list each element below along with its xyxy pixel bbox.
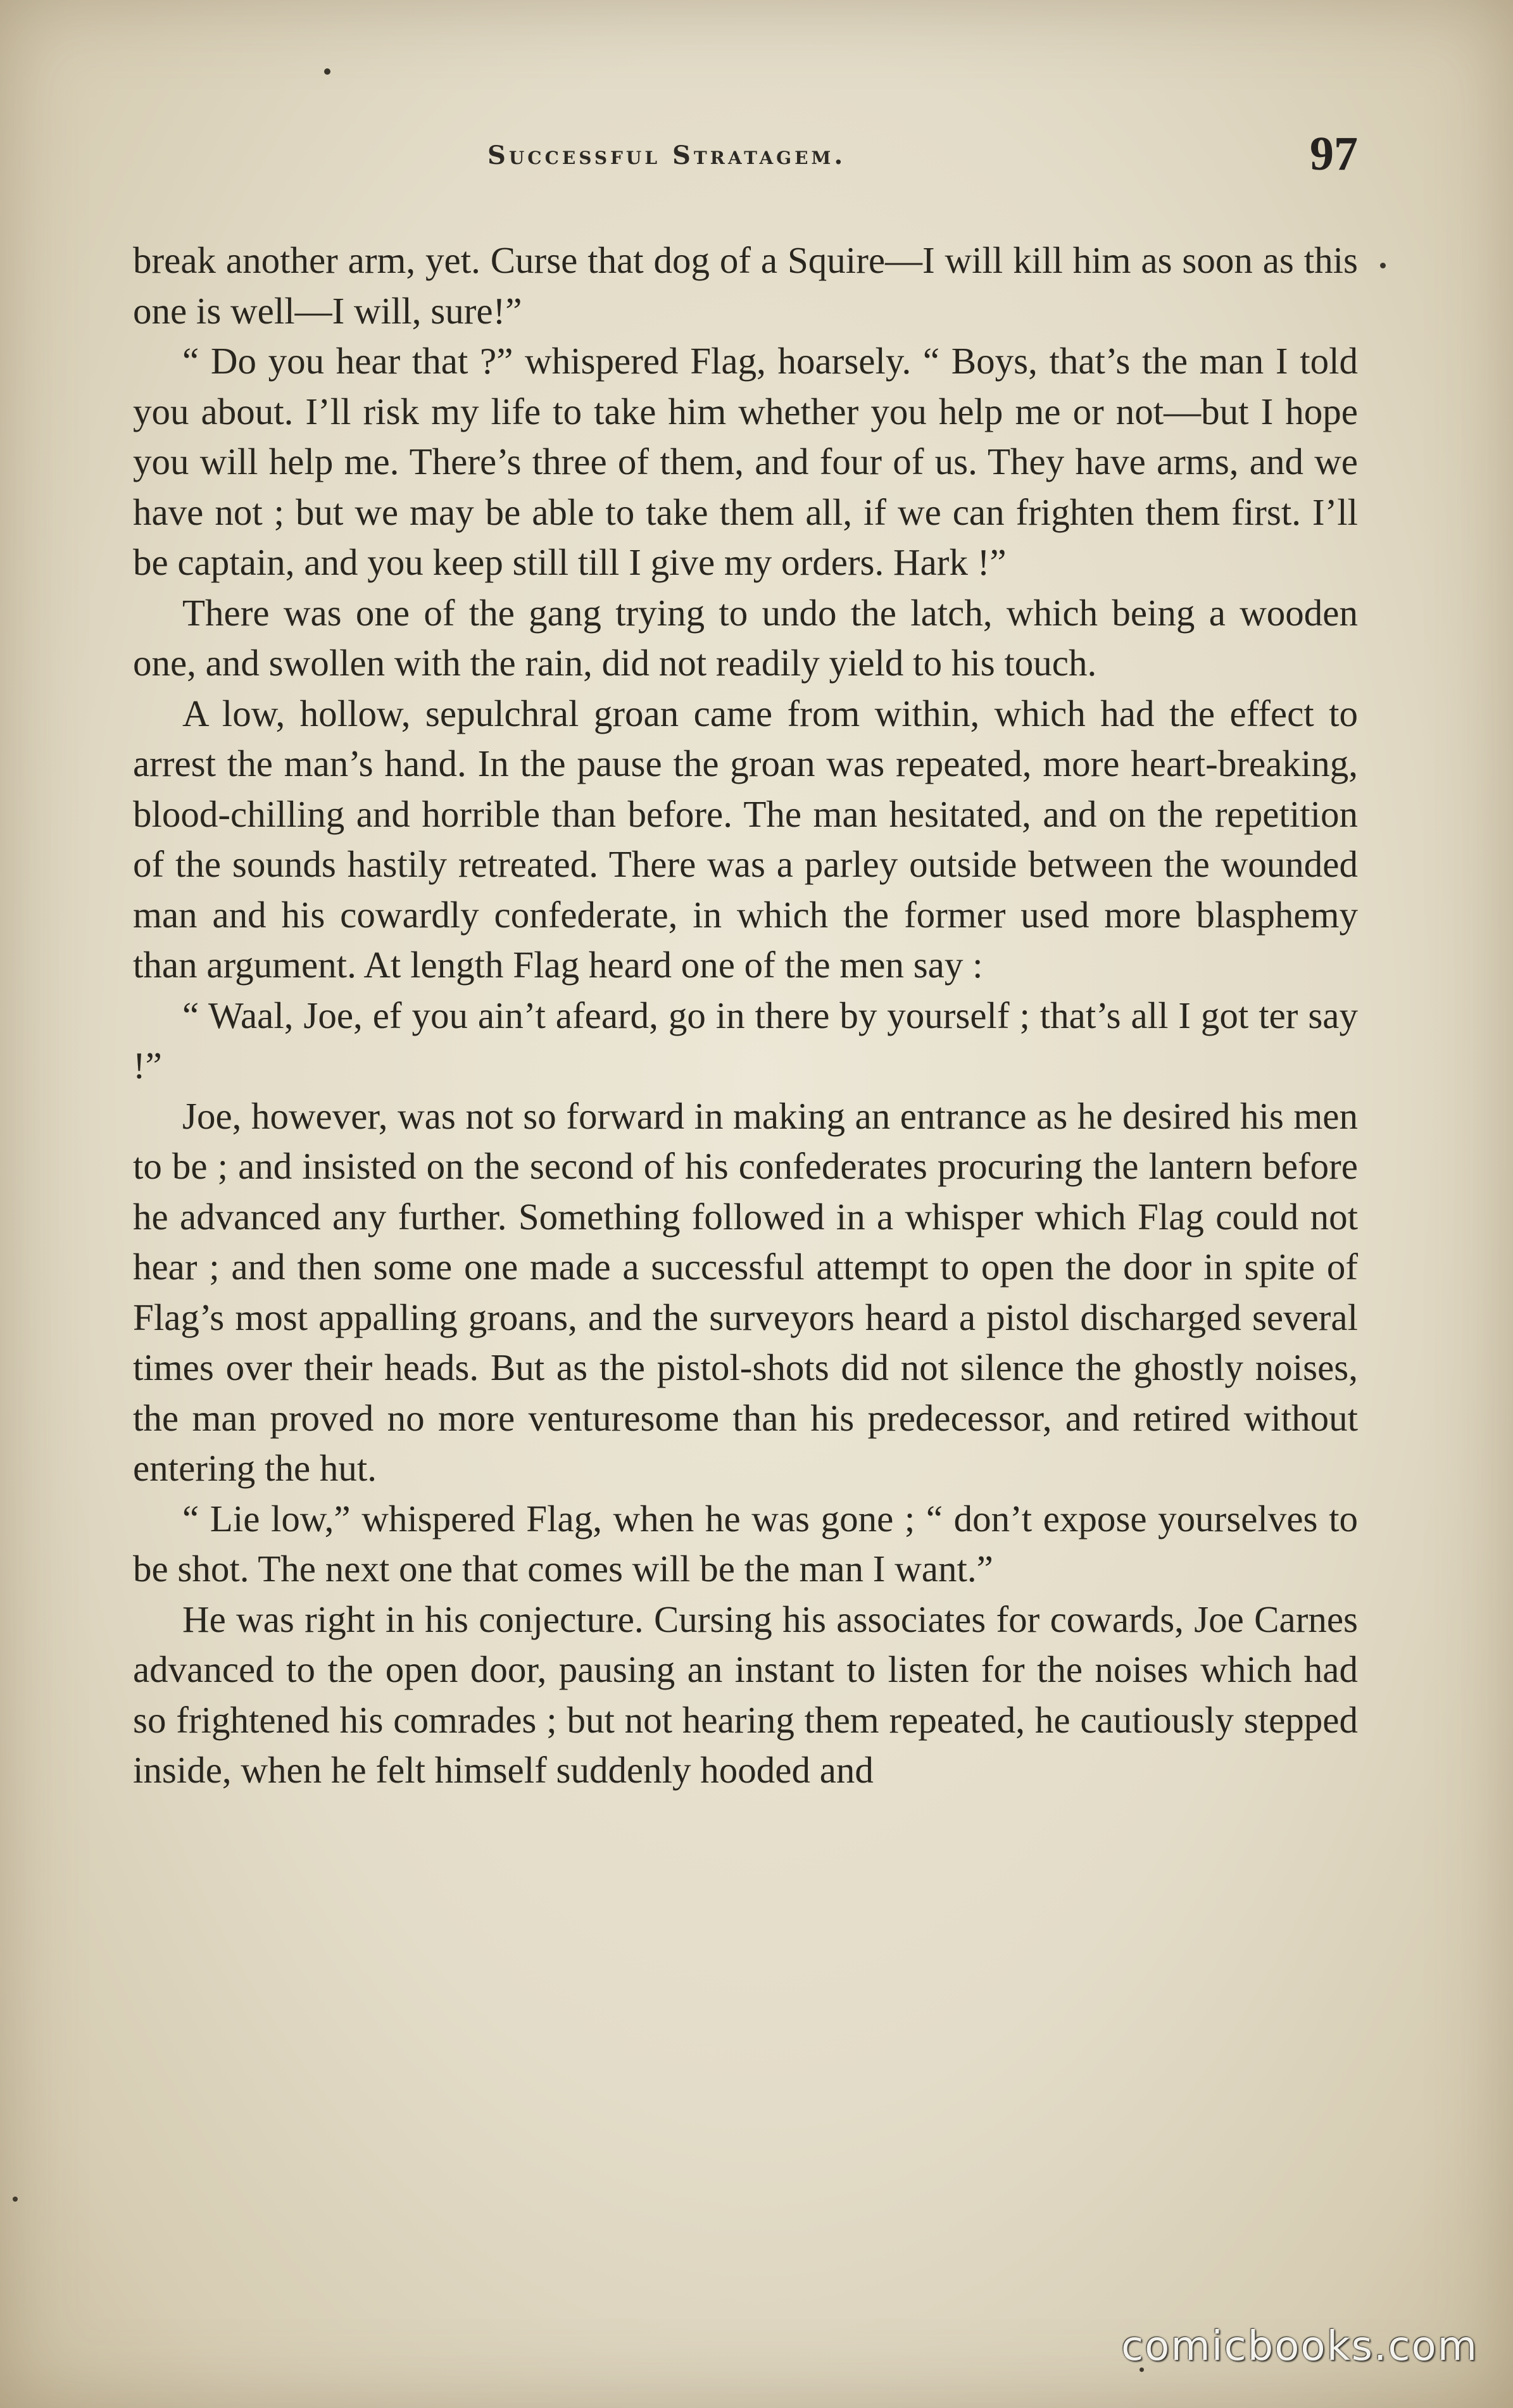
ink-speck: [1380, 263, 1386, 268]
running-head: [133, 127, 1358, 190]
paragraph-7: “ Lie low,” whispered Flag, when he was gone ; “ don’t expose yourselves to be shot. The next one that comes will be the man I want.”: [133, 1497, 1358, 1590]
paragraph-6: Joe, however, was not so forward in making an entrance as he desired his men to be ; and insisted on the second of his confederates procuring the lantern before he advanced any further. Something followed in a whisper which Flag could not hear ; and then some one made a successful attempt to open the door in spite of Flag’s most appalling groans, and the surveyors heard a pistol discharged several times over their heads. But as the pistol-shots did not silence the ghostly noises, the man proved no more venturesome than his predecessor, and retired without entering the hut.: [133, 1094, 1358, 1489]
paragraph-8: He was right in his conjecture. Cursing his associates for cowards, Joe Carnes advanced to the open door, pausing an instant to listen for the noises which had so frightened his comrades ; but not hearing them repeated, he cautiously stepped inside, when he felt himself suddenly hooded and: [133, 1598, 1358, 1791]
ink-speck: [13, 2197, 18, 2202]
watermark: comicbooks.com: [1121, 2323, 1478, 2370]
body-text: [133, 235, 1358, 1796]
running-title: Successful Stratagem.: [487, 141, 846, 170]
page-number: 97: [1310, 127, 1358, 180]
paragraph-5: “ Waal, Joe, ef you ain’t afeard, go in there by yourself ; that’s all I got ter say !”: [133, 994, 1358, 1086]
paragraph-1: break another arm, yet. Curse that dog of a Squire—I will kill him as soon as this one is well—I will, sure!”: [133, 239, 1358, 332]
ink-speck: [324, 68, 330, 75]
paragraph-3: There was one of the gang trying to undo the latch, which being a wooden one, and swollen with the rain, did not readily yield to his touch.: [133, 591, 1358, 684]
paragraph-2: “ Do you hear that ?” whispered Flag, hoarsely. “ Boys, that’s the man I told you about. I’ll risk my life to take him whether you help me or not—but I hope you will help me. There’s three of them, and four of us. They have arms, and we have not ; but we may be able to take them all, if we can frighten them first. I’ll be captain, and you keep still till I give my orders. Hark !”: [133, 340, 1358, 583]
paragraph-4: A low, hollow, sepulchral groan came from within, which had the effect to arrest the man’s hand. In the pause the groan was repeated, more heart-breaking, blood-chilling and horrible than before. The man hesitated, and on the repetition of the sounds hastily retreated. There was a parley outside between the wounded man and his cowardly confederate, in which the former used more blasphemy than argument. At length Flag heard one of the men say :: [133, 692, 1358, 986]
